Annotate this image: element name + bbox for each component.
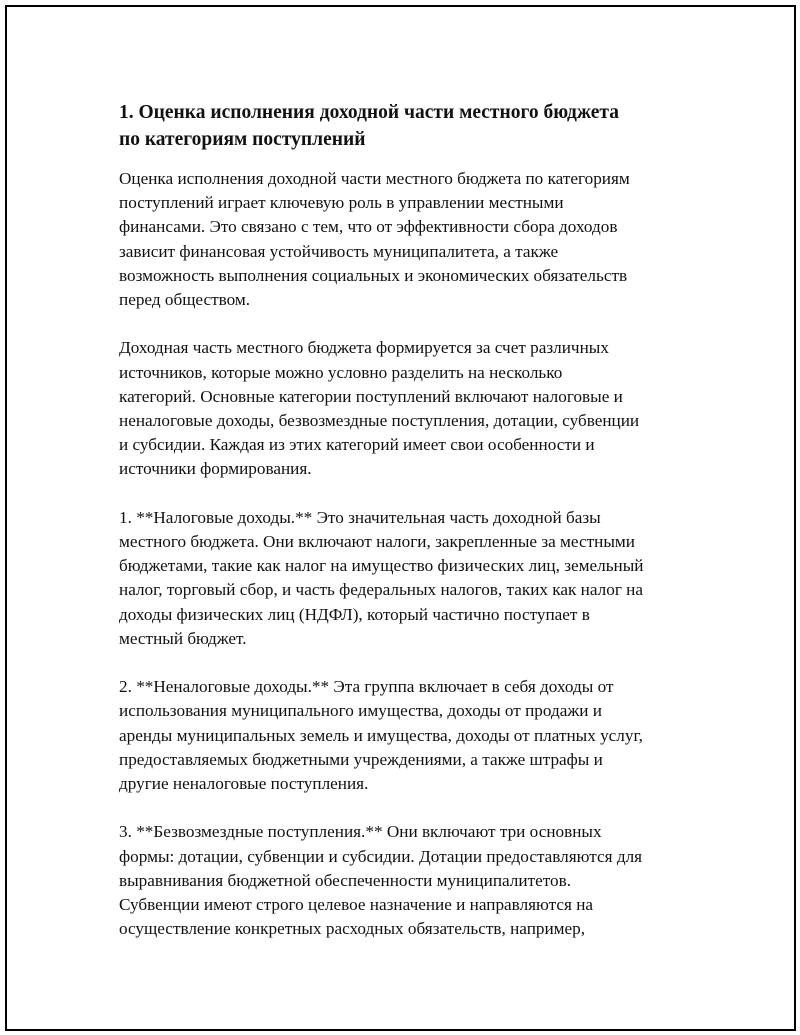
paragraph-grants	[119, 820, 699, 941]
heading-line: по категориям поступлений	[119, 129, 366, 150]
text-line: и субсидии. Каждая из этих категорий имеет свои особенности и	[119, 435, 595, 455]
text-line: использования муниципального имущества, доходы от продажи и	[119, 701, 602, 721]
text-line: 2. **Неналоговые доходы.** Эта группа включает в себя доходы от	[119, 677, 614, 697]
text-line: финансами. Это связано с тем, что от эффективности сбора доходов	[119, 217, 618, 237]
document-body	[119, 99, 699, 966]
text-line: предоставляемых бюджетными учреждениями, а также штрафы и	[119, 749, 603, 769]
text-line: поступлений играет ключевую роль в управлении местными	[119, 193, 564, 213]
text-line: налог, торговый сбор, и часть федеральных налогов, таких как налог на	[119, 580, 643, 600]
text-line: перед обществом.	[119, 290, 251, 310]
text-line: осуществление конкретных расходных обязательств, например,	[119, 919, 586, 939]
text-line: выравнивания бюджетной обеспеченности муниципалитетов.	[119, 870, 572, 890]
section-heading	[119, 99, 699, 153]
paragraph-categories	[119, 336, 699, 481]
text-line: зависит финансовая устойчивость муниципалитета, а также	[119, 241, 559, 261]
text-line: местного бюджета. Они включают налоги, закрепленные за местными	[119, 532, 635, 552]
text-line: формы: дотации, субвенции и субсидии. Дотации предоставляются для	[119, 846, 643, 866]
text-line: возможность выполнения социальных и экономических обязательств	[119, 265, 628, 285]
text-line: источников, которые можно условно разделить на несколько	[119, 362, 563, 382]
text-line: Доходная часть местного бюджета формируется за счет различных	[119, 338, 609, 358]
text-line: источники формирования.	[119, 459, 312, 479]
text-line: аренды муниципальных земель и имущества, доходы от платных услуг,	[119, 725, 643, 745]
paragraph-intro	[119, 167, 699, 312]
paragraph-non-tax-income	[119, 675, 699, 796]
text-line: 1. **Налоговые доходы.** Это значительная часть доходной базы	[119, 507, 601, 527]
text-line: Субвенции имеют строго целевое назначение и направляются на	[119, 895, 594, 915]
text-line: другие неналоговые поступления.	[119, 774, 369, 794]
text-line: бюджетами, такие как налог на имущество физических лиц, земельный	[119, 556, 644, 576]
page-border	[5, 5, 796, 1031]
text-line: категорий. Основные категории поступлений включают налоговые и	[119, 386, 623, 406]
text-line: Оценка исполнения доходной части местного бюджета по категориям	[119, 169, 630, 188]
paragraph-tax-income	[119, 506, 699, 651]
text-line: неналоговые доходы, безвозмездные поступления, дотации, субвенции	[119, 411, 640, 431]
text-line: местный бюджет.	[119, 628, 247, 648]
text-line: 3. **Безвозмездные поступления.** Они включают три основных	[119, 822, 602, 842]
text-line: доходы физических лиц (НДФЛ), который частично поступает в	[119, 604, 590, 624]
heading-line: 1. Оценка исполнения доходной части местного бюджета	[119, 102, 619, 123]
